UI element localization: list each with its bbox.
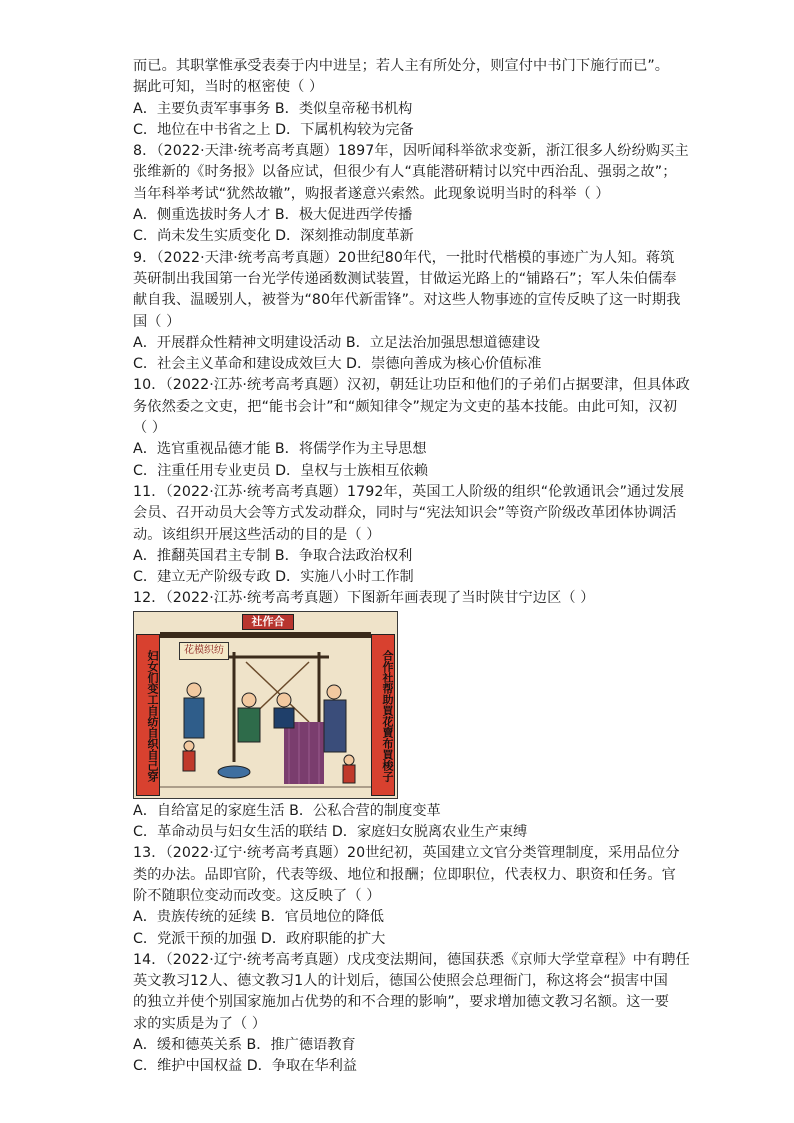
- text-line: 当年科举考试“犹然故辙”，购报者遂意兴索然。此现象说明当时的科举（ ）: [133, 185, 610, 202]
- text-line: 而已。其职掌惟承受表奏于内中进呈；若人主有所处分，则宣付中书门下施行而已”。: [133, 58, 670, 74]
- option-line: A．选官重视品德才能 B．将儒学作为主导思想: [133, 441, 427, 458]
- option-line: A．主要负责军事事务 B．类似皇帝秘书机构: [133, 100, 413, 117]
- text-line: 阶不随职位变动而改变。这反映了（ ）: [133, 887, 381, 904]
- new-year-painting-image: [133, 611, 398, 799]
- option-line: C．注重任用专业吏员 D．皇权与士族相互依赖: [133, 462, 428, 479]
- exam-page: [133, 56, 690, 1078]
- option-line: A．自给富足的家庭生活 B．公私合营的制度变革: [133, 802, 441, 819]
- text-line: 类的办法。品即官阶，代表等级、地位和报酬；位即职位，代表权力、职资和任务。官: [133, 866, 676, 883]
- question-14: 14．（2022·辽宁·统考高考真题）戊戌变法期间，德国获悉《京师大学堂章程》中有聘任: [133, 951, 690, 968]
- painting-banner: 社作合: [242, 614, 294, 630]
- question-11: 11．（2022·江苏·统考高考真题）1792年，英国工人阶级的组织“伦敦通讯会”通过发展: [133, 483, 685, 500]
- text-line: 动。该组织开展这些活动的目的是（ ）: [133, 526, 381, 543]
- option-line: C．革命动员与妇女生活的联结 D．家庭妇女脱离农业生产束缚: [133, 824, 528, 841]
- text-line: 务依然委之文吏，把“能书会计”和“颇知律令”规定为文吏的基本技能。由此可知，汉初: [133, 398, 678, 415]
- painting-left-couplet: 妇女们变工自纺自织自己穿: [136, 634, 160, 796]
- question-10: 10．（2022·江苏·统考高考真题）汉初，朝廷让功臣和他们的子弟们占据要津，但具体政: [133, 377, 690, 394]
- question-9: 9．（2022·天津·统考高考真题）20世纪80年代，一批时代楷模的事迹广为人知。蒋筑: [133, 249, 675, 266]
- option-line: A．贵族传统的延续 B．官员地位的降低: [133, 909, 384, 926]
- question-8: 8．（2022·天津·统考高考真题）1897年，因听闻科举欲求变新，浙江很多人纷纷购买主: [133, 143, 689, 160]
- text-line: 的独立并使个别国家施加占优势的和不合理的影响”，要求增加德文教习名额。这一要: [133, 994, 670, 1011]
- option-line: C．地位在中书省之上 D．下属机构较为完备: [133, 121, 414, 138]
- question-12: 12．（2022·江苏·统考高考真题）下图新年画表现了当时陕甘宁边区（ ）: [133, 590, 595, 607]
- option-line: C．建立无产阶级专政 D．实施八小时工作制: [133, 569, 414, 586]
- option-line: C．尚未发生实质变化 D．深刻推动制度革新: [133, 228, 414, 245]
- option-line: C．党派干预的加强 D．政府职能的扩大: [133, 930, 386, 947]
- painting-illustration: [134, 612, 397, 798]
- text-line: 据此可知，当时的枢密使（ ）: [133, 79, 324, 96]
- text-block-top: [133, 56, 690, 610]
- option-line: A．侧重选拔时务人才 B．极大促进西学传播: [133, 207, 413, 224]
- option-line: A．推翻英国君主专制 B．争取合法政治权利: [133, 547, 413, 564]
- text-line: 英文教习12人、德文教习1人的计划后，德国公使照会总理衙门，称这将会“损害中国: [133, 973, 668, 990]
- text-line: （ ）: [133, 420, 167, 437]
- text-line: 英研制出我国第一台光学传递函数测试装置，甘做运光路上的“铺路石”；军人朱伯儒奉: [133, 270, 677, 287]
- question-13: 13．（2022·辽宁·统考高考真题）20世纪初，英国建立文官分类管理制度，采用品位分: [133, 845, 680, 862]
- option-line: A．缓和德英关系 B．推广德语教育: [133, 1036, 356, 1053]
- painting-sign: 花模织纺: [179, 642, 229, 660]
- text-line: 求的实质是为了（ ）: [133, 1015, 267, 1032]
- option-line: C．社会主义革命和建设成效巨大 D．崇德向善成为核心价值标准: [133, 356, 542, 373]
- painting-right-couplet: 合作社帮助買花賣布買梭子: [371, 634, 395, 796]
- text-line: 会员、召开动员大会等方式发动群众，同时与“宪法知识会”等资产阶级改革团体协调活: [133, 505, 677, 522]
- option-line: A．开展群众性精神文明建设活动 B．立足法治加强思想道德建设: [133, 334, 541, 351]
- text-block-bottom: [133, 801, 690, 1078]
- text-line: 献自我、温暖别人，被誉为“80年代新雷锋”。对这些人物事迹的宣传反映了这一时期我: [133, 292, 681, 309]
- text-line: 张维新的《时务报》以备应试，但很少有人“真能潜研精讨以究中西治乱、强弱之故”；: [133, 164, 677, 181]
- option-line: C．维护中国权益 D．争取在华利益: [133, 1058, 357, 1075]
- text-line: 国（ ）: [133, 313, 181, 330]
